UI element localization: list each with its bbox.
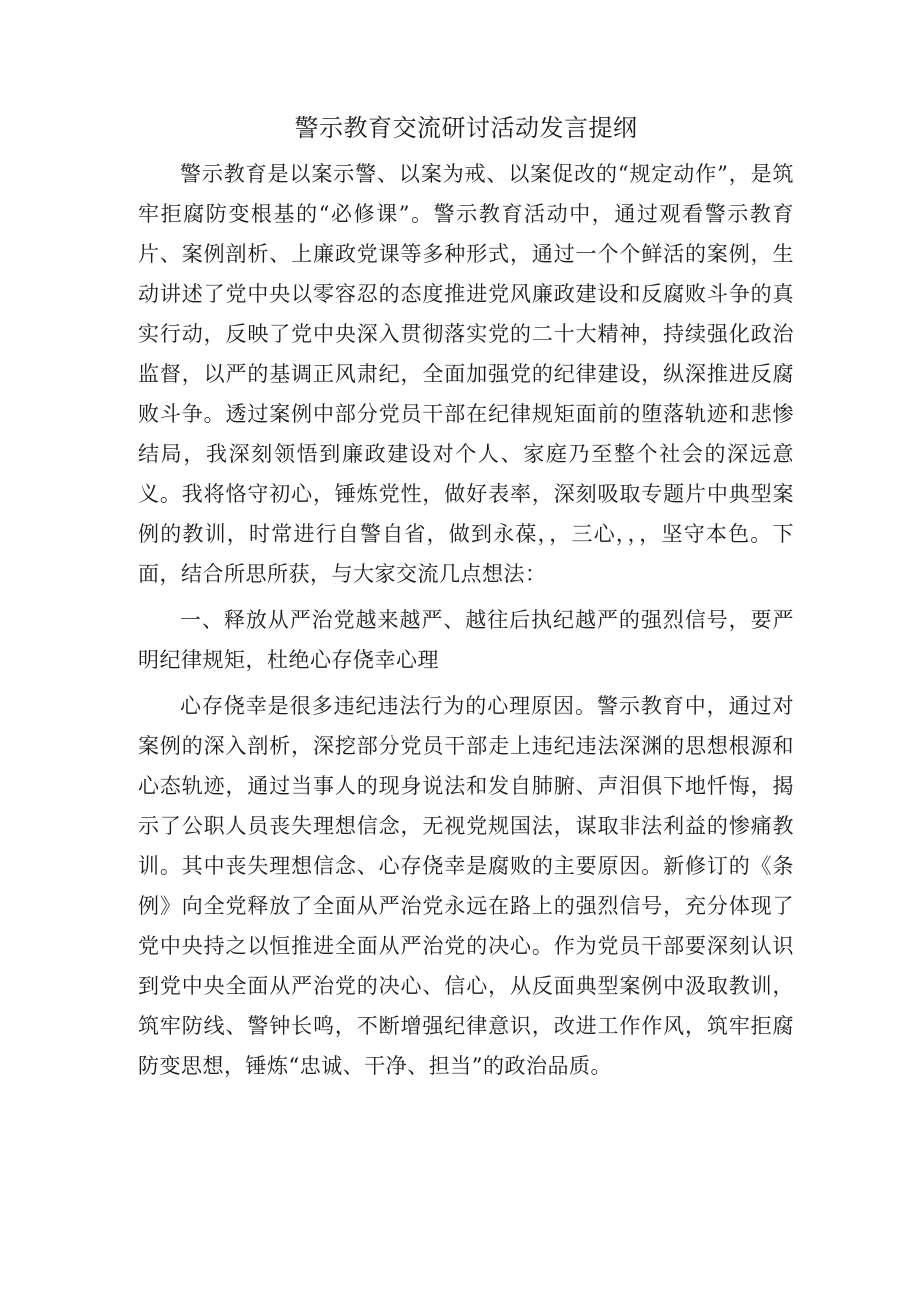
section-1-paragraph: 心存侥幸是很多违纪违法行为的心理原因。警示教育中，通过对案例的深入剖析，深挖部分党员干部走上违纪违法深渊的思想根源和心态轨迹，通过当事人的现身说法和发自肺腑、声泪俱下地忏悔，揭示了公职人员丧失理想信念，无视党规国法，谋取非法利益的惨痛教训。其中丧失理想信念、心存侥幸是腐败的主要原因。新修订的《条例》向全党释放了全面从严治党永远在路上的强烈信号，充分体现了党中央持之以恒推进全面从严治党的决心。作为党员干部要深刻认识到党中央全面从严治党的决心、信心，从反面典型案例中汲取教训，筑牢防线、警钟长鸣，不断增强纪律意识，改进工作作风，筑牢拒腐防变思想，锤炼“忠诚、干净、担当”的政治品质。 bbox=[138, 694, 794, 1078]
section-heading-1: 一、释放从严治党越来越严、越往后执纪越严的强烈信号，要严明纪律规矩，杜绝心存侥幸心理 bbox=[138, 608, 794, 672]
intro-paragraph: 警示教育是以案示警、以案为戒、以案促改的“规定动作”，是筑牢拒腐防变根基的“必修课”。警示教育活动中，通过观看警示教育片、案例剖析、上廉政党课等多种形式，通过一个个鲜活的案例，生动讲述了党中央以零容忍的态度推进党风廉政建设和反腐败斗争的真实行动，反映了党中央深入贯彻落实党的二十大精神，持续强化政治监督，以严的基调正风肃纪，全面加强党的纪律建设，纵深推进反腐败斗争。透过案例中部分党员干部在纪律规矩面前的堕落轨迹和悲惨结局，我深刻领悟到廉政建设对个人、家庭乃至整个社会的深远意义。我将恪守初心，锤炼党性，做好表率，深刻吸取专题片中典型案例的教训，时常进行自警自省，做到永葆，，三心，，，坚守本色。下面，结合所思所获，与大家交流几点想法： bbox=[138, 162, 794, 586]
document-page bbox=[138, 108, 794, 1086]
document-title: 警示教育交流研讨活动发言提纲 bbox=[294, 114, 638, 142]
